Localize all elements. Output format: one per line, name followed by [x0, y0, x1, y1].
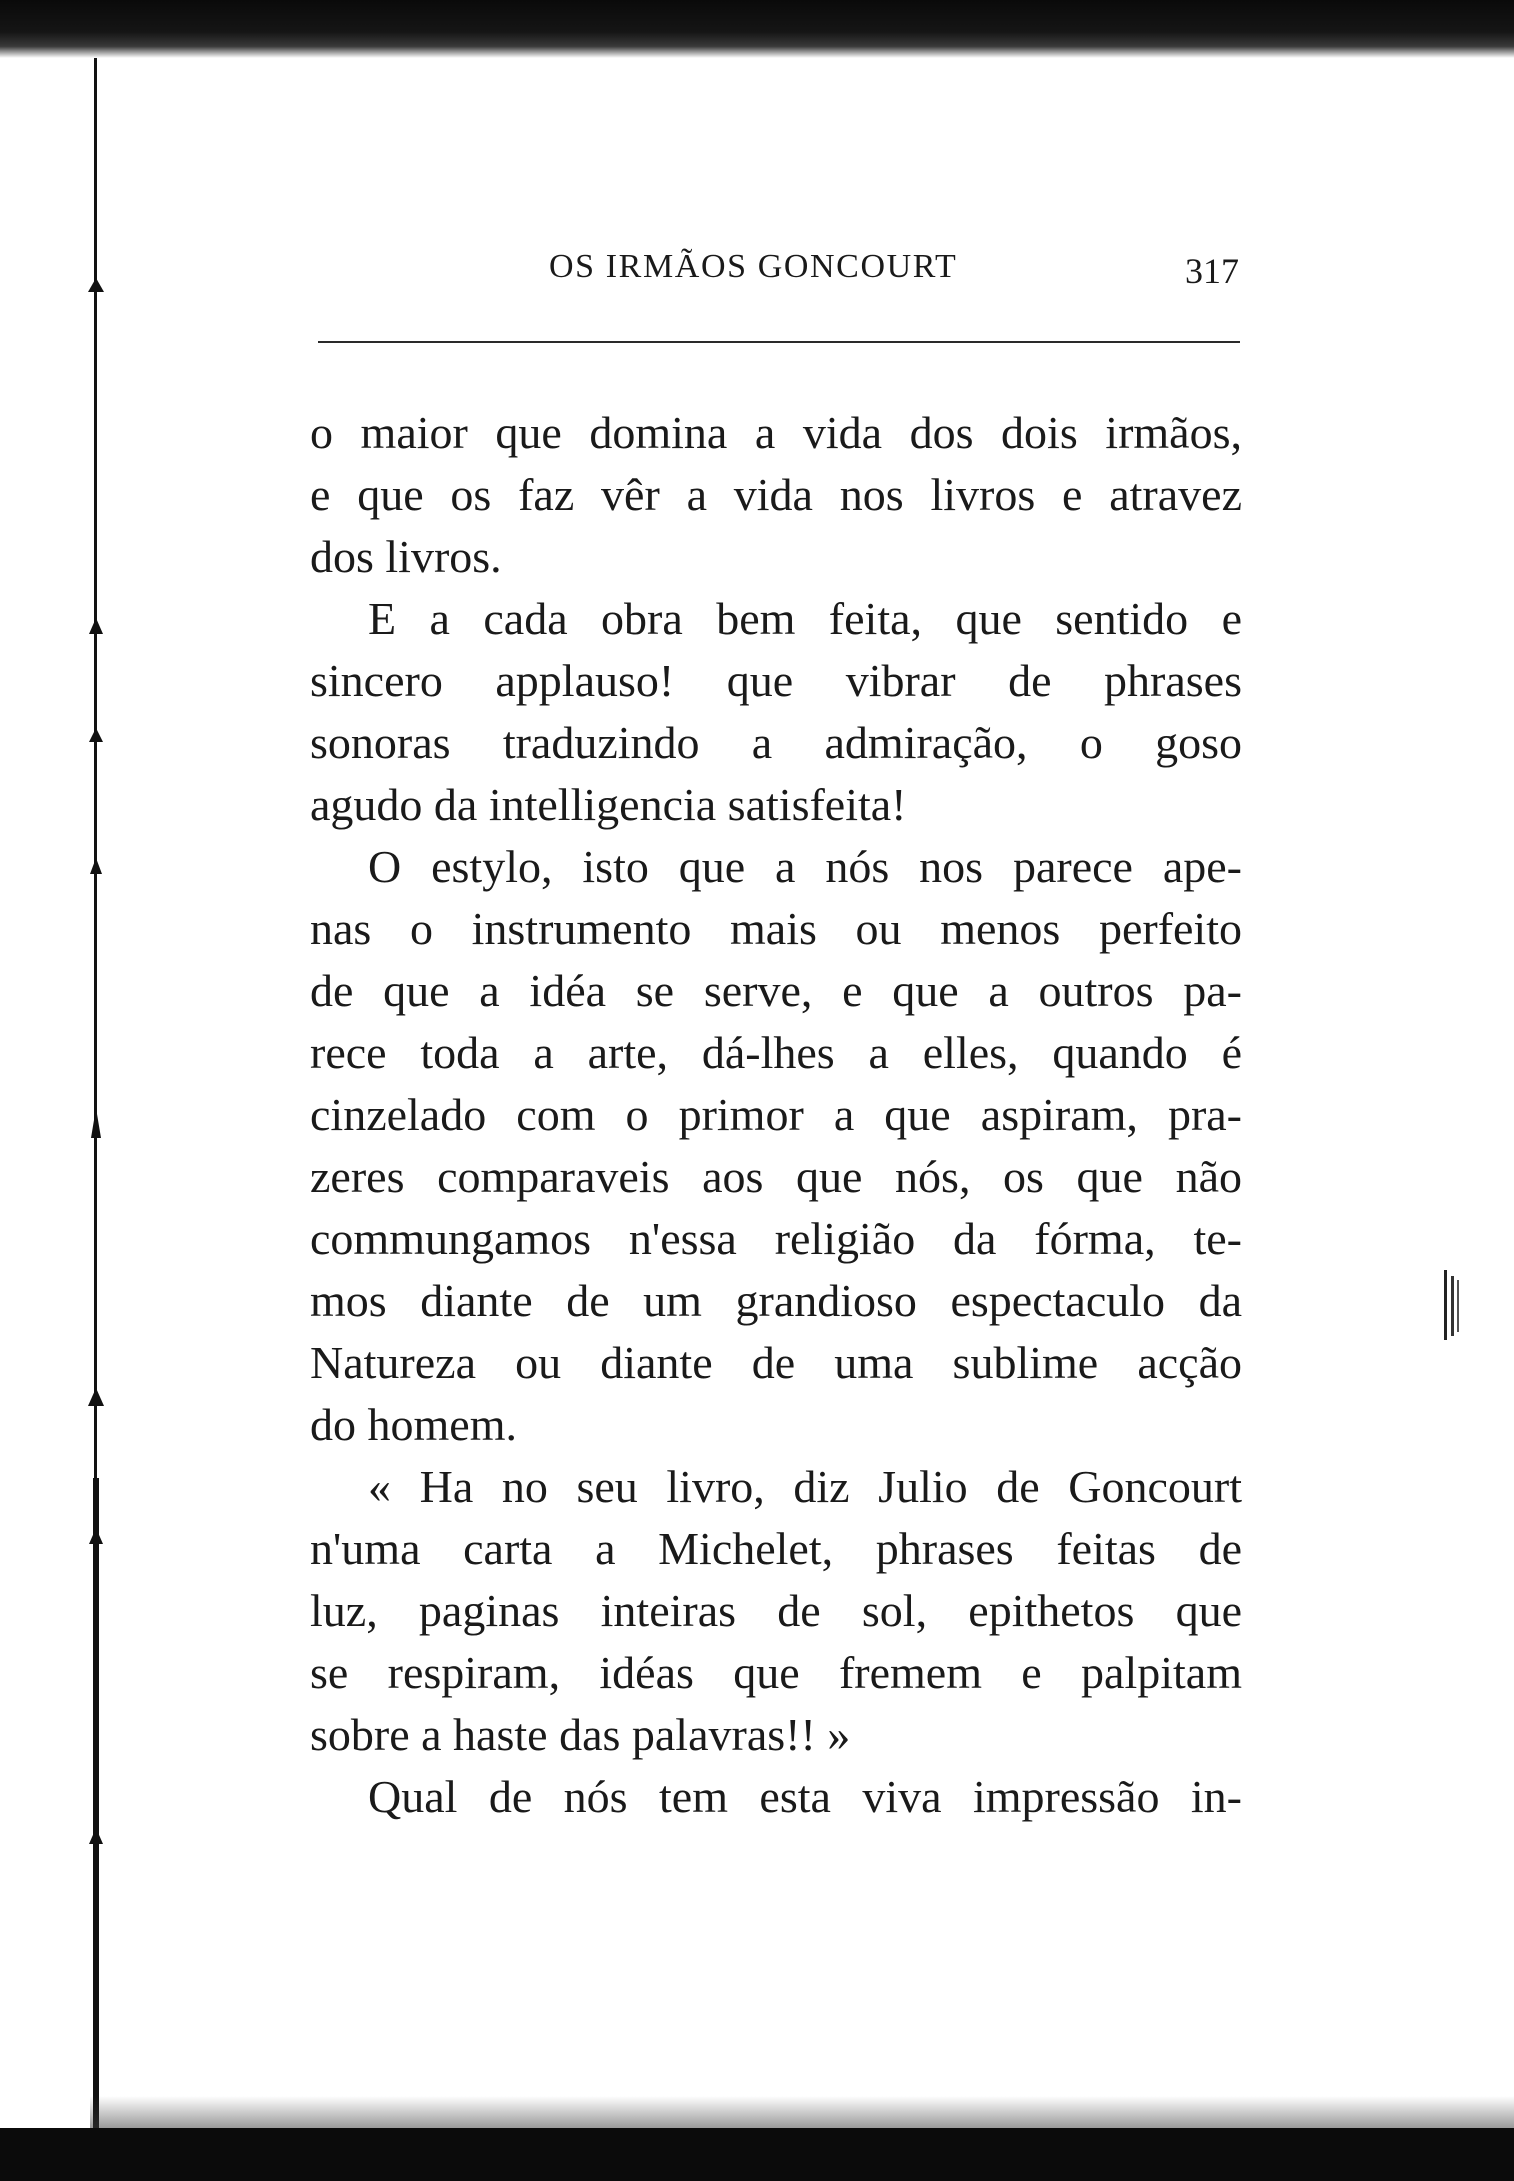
text-line: cinzelado com o primor a que aspiram, pra-	[310, 1089, 1242, 1140]
binding-edge	[88, 58, 104, 2128]
text-line: sonoras traduzindo a admiração, o goso	[310, 717, 1242, 768]
page-number: 317	[1185, 251, 1239, 291]
text-line: nas o instrumento mais ou menos perfeito	[310, 903, 1242, 954]
text-line: luz, paginas inteiras de sol, epithetos que	[310, 1585, 1242, 1636]
text-line: agudo da intelligencia satisfeita!	[310, 779, 907, 830]
text-line: Natureza ou diante de uma sublime acção	[310, 1337, 1242, 1388]
text-line: « Ha no seu livro, diz Julio de Goncourt	[368, 1461, 1242, 1512]
text-line: e que os faz vêr a vida nos livros e atravez	[310, 469, 1242, 520]
scan-top-edge	[0, 0, 1514, 58]
text-line: do homem.	[310, 1399, 517, 1450]
text-line: zeres comparaveis aos que nós, os que não	[310, 1151, 1242, 1202]
text-line: E a cada obra bem feita, que sentido e	[368, 593, 1242, 644]
scan-margin-marks	[1440, 1270, 1464, 1350]
text-line: Qual de nós tem esta viva impressão in-	[368, 1771, 1242, 1822]
scan-bottom-shadow	[90, 2096, 1514, 2130]
running-title: OS IRMÃOS GONCOURT	[549, 248, 958, 285]
text-line: O estylo, isto que a nós nos parece ape-	[368, 841, 1242, 892]
scan-bottom-edge	[0, 2128, 1514, 2181]
text-line: sincero applauso! que vibrar de phrases	[310, 655, 1242, 706]
text-line: sobre a haste das palavras!! »	[310, 1709, 851, 1760]
running-head	[300, 248, 1250, 298]
header-rule	[318, 341, 1240, 343]
text-line: commungamos n'essa religião da fórma, te-	[310, 1213, 1242, 1264]
text-line: se respiram, idéas que fremem e palpitam	[310, 1647, 1242, 1698]
text-line: de que a idéa se serve, e que a outros pa-	[310, 965, 1242, 1016]
body-text	[310, 402, 1242, 1828]
text-line: n'uma carta a Michelet, phrases feitas de	[310, 1523, 1242, 1574]
text-line: dos livros.	[310, 531, 502, 582]
text-line: rece toda a arte, dá-lhes a elles, quando é	[310, 1027, 1242, 1078]
text-line: mos diante de um grandioso espectaculo da	[310, 1275, 1242, 1326]
text-line: o maior que domina a vida dos dois irmãos,	[310, 407, 1242, 458]
